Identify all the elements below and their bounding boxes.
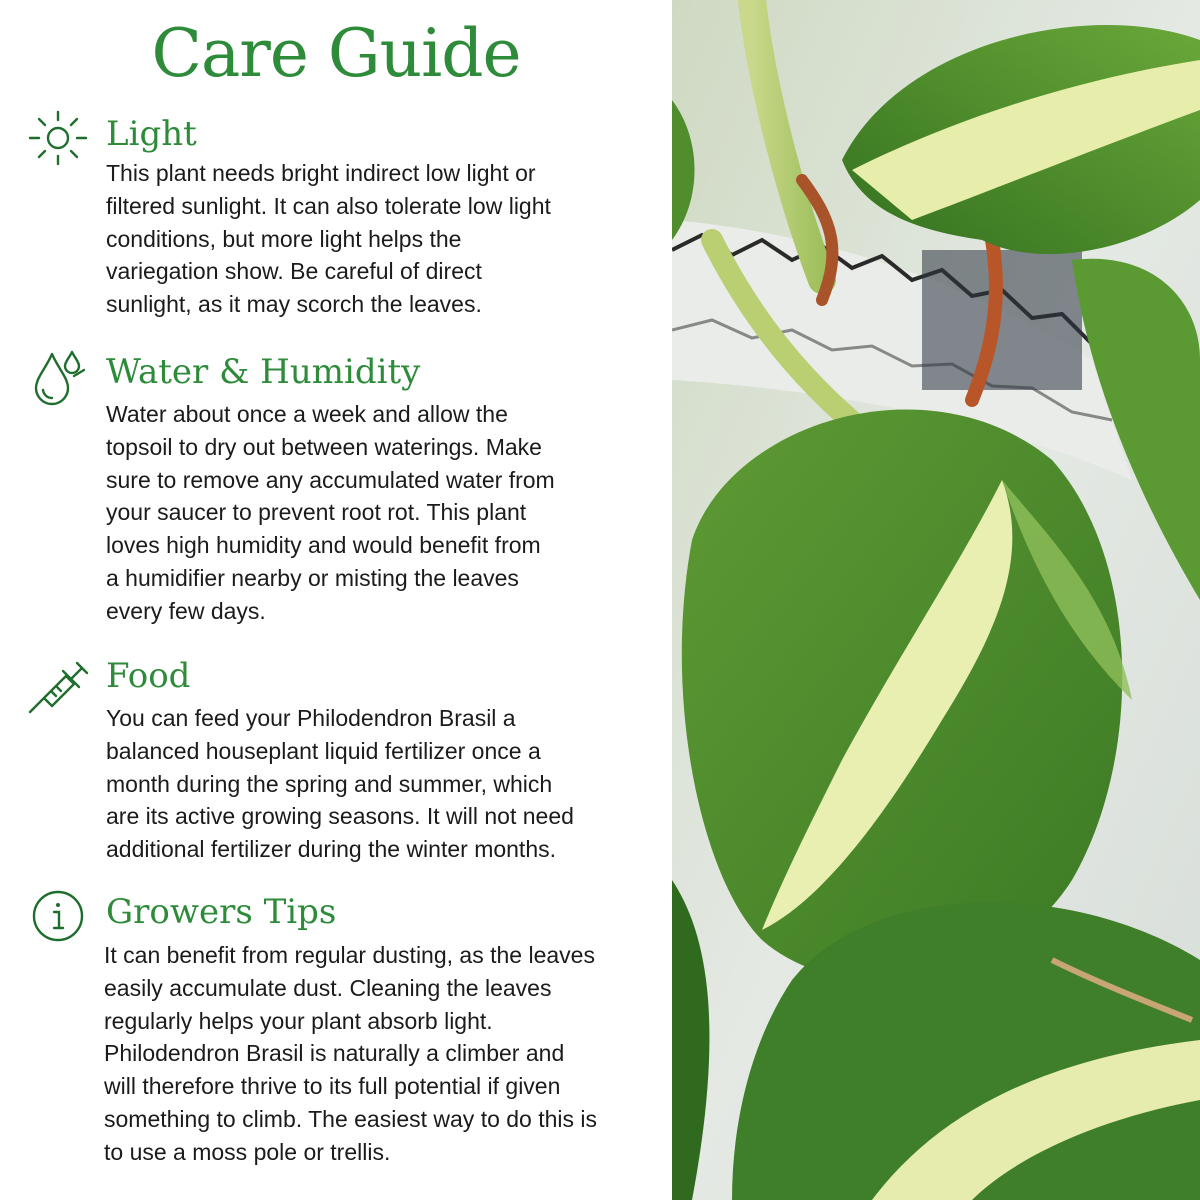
section-title: Food (106, 656, 191, 696)
body-line: month during the spring and summer, which (106, 770, 553, 797)
body-line: something to climb. The easiest way to do this is (104, 1105, 598, 1132)
page-title: Care Guide (151, 15, 521, 92)
body-line: You can feed your Philodendron Brasil a (106, 705, 516, 731)
body-line: a humidifier nearby or misting the leaves (106, 564, 519, 591)
section-body (106, 398, 662, 628)
body-line: filtered sunlight. It can also tolerate low light (106, 192, 551, 219)
body-line: variegation show. Be careful of direct (106, 258, 482, 285)
body-line: Philodendron Brasil is naturally a climber and (104, 1040, 565, 1067)
body-line: sure to remove any accumulated water from (106, 466, 555, 493)
body-line: are its active growing seasons. It will not need (106, 803, 574, 830)
sun-icon (26, 108, 90, 172)
plant-photo (672, 0, 1200, 1200)
body-line: sunlight, as it may scorch the leaves. (106, 291, 482, 318)
section-title: Water & Humidity (106, 352, 421, 392)
body-line: additional fertilizer during the winter months. (106, 836, 557, 863)
section-body (106, 157, 662, 321)
body-line: easily accumulate dust. Cleaning the leaves (104, 974, 552, 1001)
body-line: Water about once a week and allow the (106, 401, 508, 427)
body-line: loves high humidity and would benefit from (106, 532, 541, 559)
section-title: Light (106, 114, 197, 154)
section-title: Growers Tips (106, 892, 337, 932)
section-body (106, 702, 662, 866)
body-line: This plant needs bright indirect low light or (106, 160, 536, 186)
water-drop-icon (28, 346, 92, 410)
body-line: balanced houseplant liquid fertilizer once a (106, 737, 541, 764)
section-body (104, 939, 660, 1169)
body-line: It can benefit from regular dusting, as the leaves (104, 942, 595, 968)
body-line: your saucer to prevent root rot. This plant (106, 499, 527, 526)
body-line: will therefore thrive to its full potential if given (104, 1073, 561, 1100)
body-line: to use a moss pole or trellis. (104, 1138, 391, 1165)
body-line: every few days. (106, 597, 266, 624)
syringe-icon (26, 654, 90, 718)
body-line: conditions, but more light helps the (106, 225, 462, 252)
body-line: topsoil to dry out between waterings. Make (106, 433, 542, 460)
info-icon (28, 884, 92, 948)
body-line: regularly helps your plant absorb light. (104, 1007, 493, 1034)
